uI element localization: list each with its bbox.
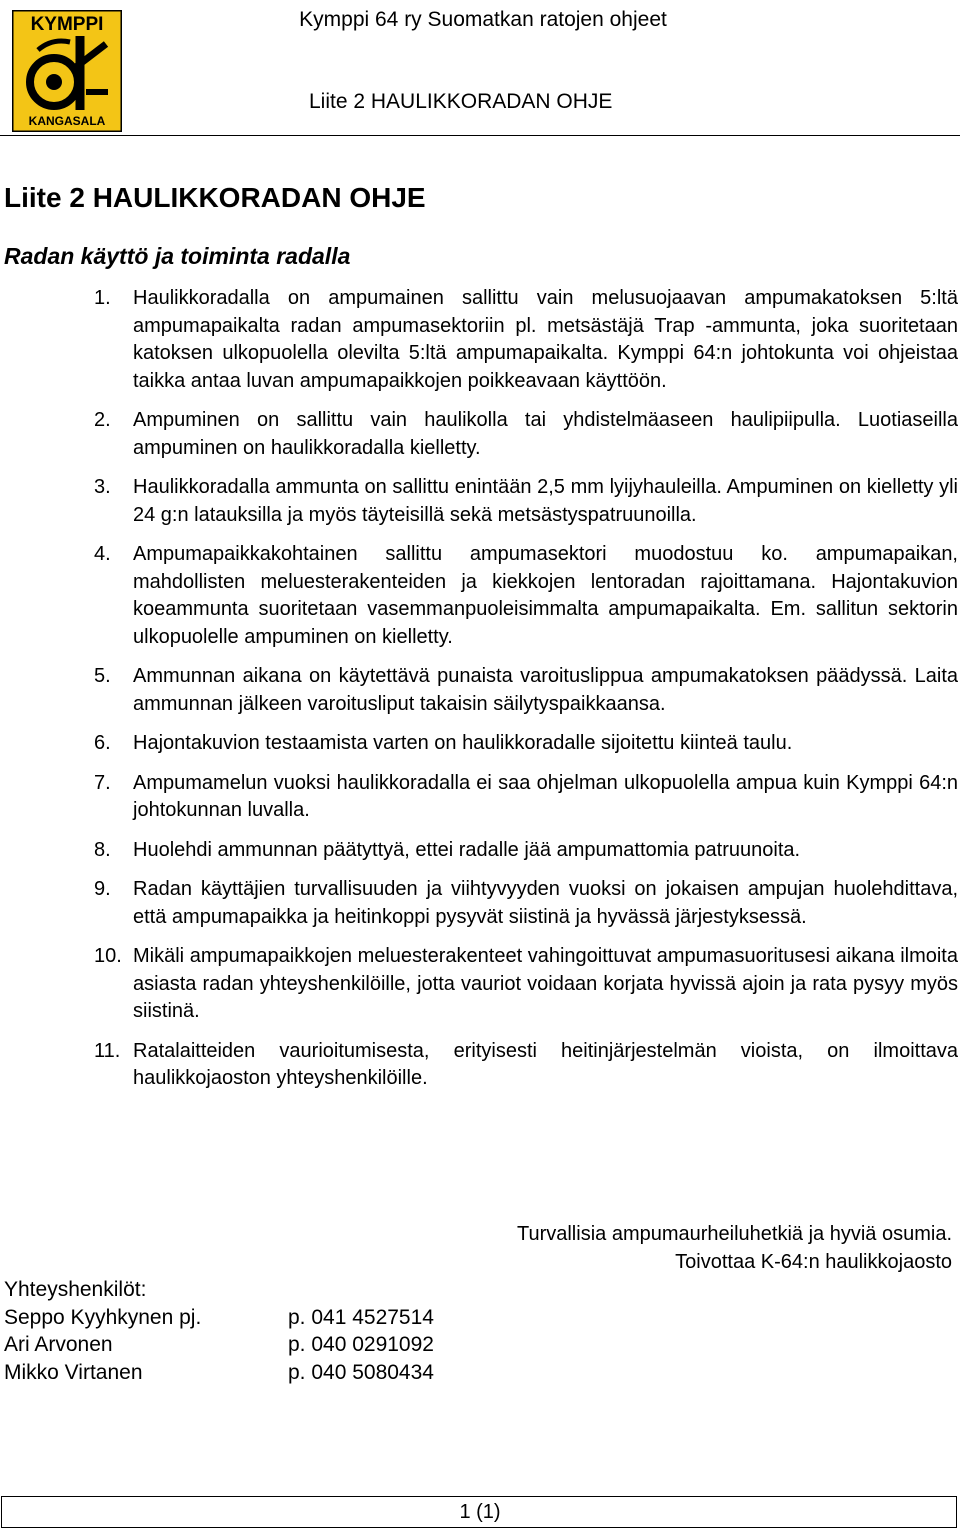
- contact-name: Ari Arvonen: [4, 1333, 113, 1356]
- rule-number: 3.: [94, 476, 111, 498]
- rule-number: 6.: [94, 732, 111, 754]
- logo-top-text: KYMPPI: [30, 14, 104, 35]
- rule-text: Ampumamelun vuoksi haulikkoradalla ei saa ohjelman ulkopuolella ampua kuin Kymppi 64:n johtokunnan luvalla.: [133, 771, 958, 821]
- page-number: 1 (1): [459, 1501, 501, 1523]
- rule-text: Radan käyttäjien turvallisuuden ja viihtyvyyden vuoksi on jokaisen ampujan huolehdittava, että ampumapaikka ja heitinkoppi pysyvät siistinä ja hyvässä järjestyksessä.: [133, 878, 958, 928]
- rule-number: 9.: [94, 878, 111, 900]
- rule-text: Haulikkoradalla ammunta on sallittu enintään 2,5 mm lyijyhauleilla. Ampuminen on kielletty yli 24 g:n latauksilla ja myös täyteisillä sekä metsästyspatruunoilla.: [133, 476, 958, 526]
- rule-text: Ampuminen on sallittu vain haulikolla tai yhdistelmäaseen haulipiipulla. Luotiaseilla ampuminen on haulikkoradalla kielletty.: [133, 409, 958, 459]
- contact-phone: p. 040 0291092: [288, 1333, 434, 1356]
- rule-number: 11.: [94, 1039, 121, 1062]
- rule-number: 8.: [94, 838, 111, 861]
- rule-item: [94, 1038, 958, 1093]
- rule-item: [94, 663, 958, 718]
- rule-item: [94, 407, 958, 462]
- document-title: Liite 2 HAULIKKORADAN OHJE: [4, 182, 426, 213]
- closing-signature: Toivottaa K-64:n haulikkojaosto: [675, 1250, 952, 1273]
- rule-number: 10.: [94, 945, 122, 967]
- logo-bottom-text: KANGASALA: [28, 114, 106, 128]
- rule-item: [94, 876, 958, 931]
- contact-row: [4, 1359, 434, 1387]
- section-heading: Radan käyttö ja toiminta radalla: [4, 243, 351, 269]
- header-organization-title: Kymppi 64 ry Suomatkan ratojen ohjeet: [299, 8, 667, 31]
- header-divider: [0, 135, 960, 136]
- contacts-block: [4, 1276, 434, 1386]
- rule-text: Ampumapaikkakohtainen sallittu ampumasektori muodostuu ko. ampumapaikan, mahdollisten meluesterakenteiden ja kiekkojen lentoradan rajoittamana. Hajontakuvion koeammunta suoritetaan vasemmanpuoleisimmalta ampumapaikalta. Em. sallitun sektorin ulkopuolelle ampuminen on kielletty.: [133, 543, 958, 648]
- contact-row: [4, 1304, 434, 1332]
- rule-item: [94, 474, 958, 529]
- contact-name: Mikko Virtanen: [4, 1360, 143, 1384]
- contact-name: Seppo Kyyhkynen pj.: [4, 1305, 202, 1329]
- contact-phone: p. 041 4527514: [288, 1305, 434, 1329]
- rule-number: 7.: [94, 771, 111, 794]
- rule-item: [94, 770, 958, 825]
- rule-text: Ammunnan aikana on käytettävä punaista varoituslippua ampumakatoksen päädyssä. Laita ammunnan jälkeen varoitusliput takaisin säilytyspaikkaansa.: [133, 665, 958, 715]
- rule-text: Mikäli ampumapaikkojen meluesterakenteet vahingoittuvat ampumasuoritusesi aikana ilmoita asiasta radan yhteyshenkilöille, jotta vauriot voidaan korjata hyvissä ajoin ja rata pysyy myös siistinä.: [133, 945, 958, 1022]
- rule-number: 4.: [94, 543, 111, 565]
- rule-number: 1.: [94, 287, 111, 309]
- contact-phone: p. 040 5080434: [288, 1360, 434, 1384]
- closing-greeting: [517, 1221, 952, 1276]
- closing-line: Turvallisia ampumaurheiluhetkiä ja hyviä osumia.: [516, 1223, 952, 1245]
- rule-item: [94, 730, 958, 758]
- rule-item: [94, 285, 958, 395]
- rule-item: [94, 541, 958, 651]
- header-document-subtitle: Liite 2 HAULIKKORADAN OHJE: [309, 90, 613, 113]
- rule-text: Ratalaitteiden vaurioitumisesta, erityisesti heitinjärjestelmän vioista, on ilmoittava haulikkojaoston yhteyshenkilöille.: [133, 1039, 958, 1089]
- rule-item: [94, 943, 958, 1026]
- rules-list: [94, 285, 958, 1105]
- contacts-title: Yhteyshenkilöt:: [4, 1278, 147, 1301]
- rule-item: [94, 837, 958, 865]
- rule-text: Huolehdi ammunnan päätyttyä, ettei radalle jää ampumattomia patruunoita.: [133, 838, 801, 861]
- rule-number: 2.: [94, 409, 111, 431]
- contact-row: [4, 1331, 434, 1359]
- rule-text: Haulikkoradalla on ampumainen sallittu vain melusuojaavan ampumakatoksen 5:ltä ampumapaikalta radan ampumasektoriin pl. metsästäjä Trap -ammunta, joka suoritetaan katoksen ulkopuolella olevilta 5:ltä ampumapaikalta. Kymppi 64:n johtokunta voi ohjeistaa taikka antaa luvan ampumapaikkojen poikkeavaan käyttöön.: [133, 287, 958, 392]
- rule-text: Hajontakuvion testaamista varten on haulikkoradalle sijoitettu kiinteä taulu.: [133, 732, 793, 754]
- rule-number: 5.: [94, 665, 111, 687]
